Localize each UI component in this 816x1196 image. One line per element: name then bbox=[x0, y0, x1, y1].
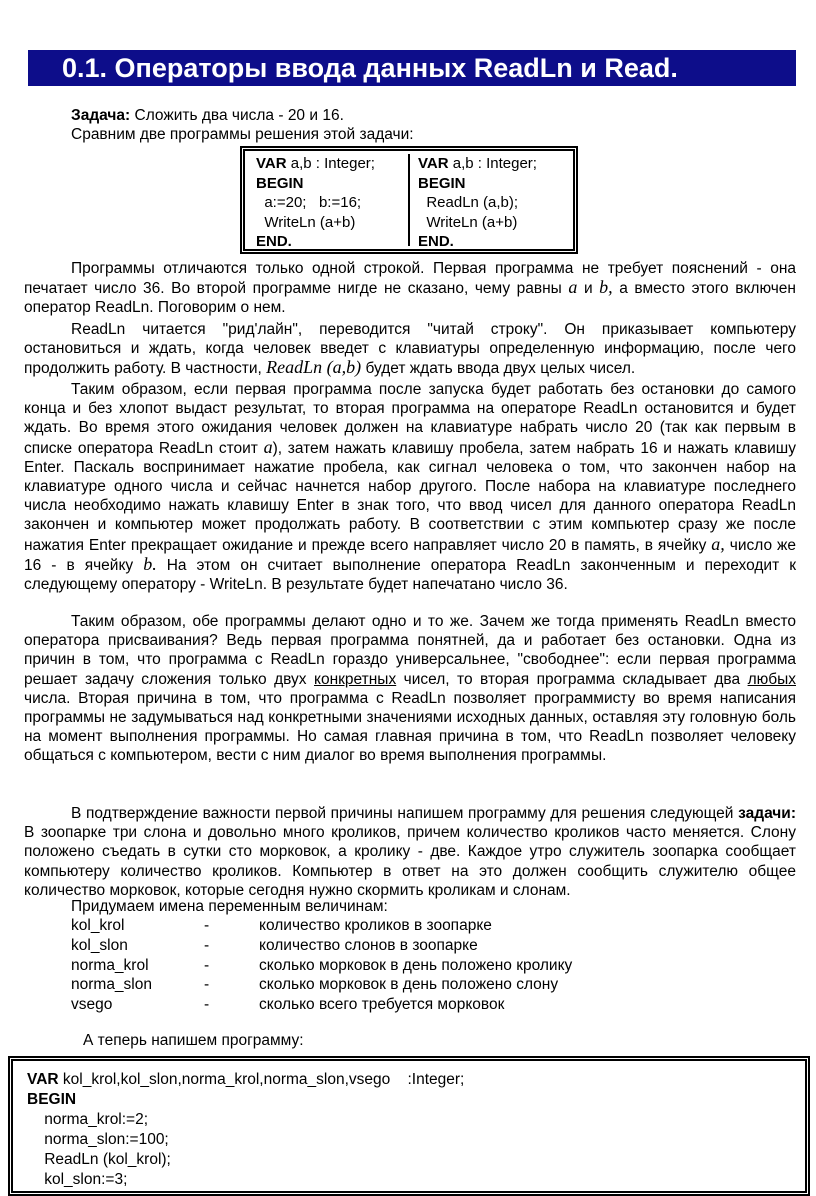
list-item: kol_slon - количество слонов в зоопарке bbox=[71, 936, 478, 954]
paragraph-3: Таким образом, если первая программа после запуска будет работать без остановки до самого конца и без хлопот выдаст результат, то вторая программа на операторе ReadLn остановится и будет ждать. Во время этого ожидания человек должен на клавиатуре набрать число 20 (так как первым в списке оператора ReadLn стоит a), затем нажать клавишу пробела, затем набрать 16 и нажать клавишу Enter. Паскаль воспринимает нажатие пробела, как сигнал человека о том, что закончен набор на клавиатуре одного числа и сейчас начнется набор другого. После набора на клавиатуре последнего числа необходимо нажать клавишу Enter в знак того, что ввод чисел для данного оператора ReadLn закончен и компьютер может продолжать работу. В соответствии с этим компьютер сразу же после нажатия Enter прекращает ожидание и прежде всего направляет число 20 в память, в ячейку a, число же 16 - в ячейку b. На этом он считает выполнение оператора ReadLn законченным и переходит к следующему оператору - WriteLn. В результате будет напечатано число 36. bbox=[24, 381, 796, 594]
code-line: VAR a,b : Integer; bbox=[418, 155, 537, 172]
code-line: norma_krol:=2; bbox=[27, 1111, 149, 1128]
program-box bbox=[8, 1056, 810, 1196]
paragraph-4: Таким образом, обе программы делают одно и то же. Зачем же тогда применять ReadLn вместо оператора присваивания? Ведь первая программа понятней, да и работает без остановки. Одна из причин в том, что программа с ReadLn гораздо универсальнее, "свободнее": если первая программа решает задачу сложения только двух конкретных чисел, то вторая программа складывает два любых числа. Вторая причина в том, что программа с ReadLn позволяет программисту во время написания программы не задумываться над конкретными значениями исходных данных, оставляя эту головную боль на момент выполнения программы. Но самая главная причина в том, что ReadLn позволяет человеку общаться с компьютером, вести с ним диалог во время выполнения программы. bbox=[24, 613, 796, 765]
code-line: END. bbox=[418, 233, 454, 250]
code-line: WriteLn (a+b) bbox=[256, 213, 356, 231]
code-line: kol_slon:=3; bbox=[27, 1171, 128, 1188]
list-item: norma_slon - сколько морковок в день положено слону bbox=[71, 976, 559, 994]
code-line: BEGIN bbox=[256, 174, 304, 192]
code-line: norma_slon:=100; bbox=[27, 1131, 169, 1148]
code-line: WriteLn (a+b) bbox=[418, 213, 518, 231]
code-line: ReadLn (kol_krol); bbox=[27, 1151, 171, 1168]
code-line: VAR a,b : Integer; bbox=[256, 155, 375, 172]
program-b bbox=[408, 154, 570, 250]
task-label: Задача: bbox=[71, 107, 131, 124]
task-block bbox=[71, 106, 796, 144]
code-line: ReadLn (a,b); bbox=[418, 194, 519, 211]
task-text: Сложить два числа - 20 и 16. bbox=[130, 107, 344, 124]
code-line: BEGIN bbox=[418, 174, 466, 192]
program-comparison-box bbox=[240, 146, 578, 254]
code-line: VAR kol_krol,kol_slon,norma_krol,norma_slon,vsego :Integer; bbox=[27, 1071, 465, 1088]
now-write-text: А теперь напишем программу: bbox=[83, 1032, 304, 1049]
paragraph-1: Программы отличаются только одной строкой. Первая программа не требует пояснений - она печатает число 36. Во второй программе нигде не сказано, чему равны a и b, а вместо этого включен оператор ReadLn. Поговорим о нем. bbox=[24, 260, 796, 317]
code-line: END. bbox=[256, 233, 292, 250]
program-a bbox=[248, 154, 408, 250]
list-item: vsego - сколько всего требуется морковок bbox=[71, 996, 505, 1014]
paragraph-2: ReadLn читается "рид'лайн", переводится "читай строку". Он приказывает компьютеру остановиться и ждать, когда человек введет с клавиатуры определенную информацию, после чего продолжить работу. В частности, ReadLn (a,b) будет ждать ввода двух целых чисел. bbox=[24, 321, 796, 378]
names-intro: Придумаем имена переменным величинам: bbox=[71, 898, 388, 915]
code-line: BEGIN bbox=[27, 1091, 77, 1108]
list-item: norma_krol - сколько морковок в день положено кролику bbox=[71, 956, 573, 974]
paragraph-5: В подтверждение важности первой причины напишем программу для решения следующей задачи: В зоопарке три слона и довольно много кроликов, причем количество кроликов часто меняется. Слону положено съедать в сутки сто морковок, а кролику - две. Каждое утро служитель зоопарка сообщает компьютеру количество кроликов. Компьютер в ответ на это должен сообщить служителю общее количество морковок, которые сегодня нужно скормить кроликам и слонам. bbox=[24, 805, 796, 899]
code-line: a:=20; b:=16; bbox=[256, 194, 362, 211]
list-item: kol_krol - количество кроликов в зоопарке bbox=[71, 917, 492, 934]
page-title: 0.1. Операторы ввода данных ReadLn и Read. bbox=[28, 50, 796, 86]
compare-text: Сравним две программы решения этой задачи: bbox=[71, 126, 414, 143]
variables-list bbox=[71, 916, 572, 1015]
